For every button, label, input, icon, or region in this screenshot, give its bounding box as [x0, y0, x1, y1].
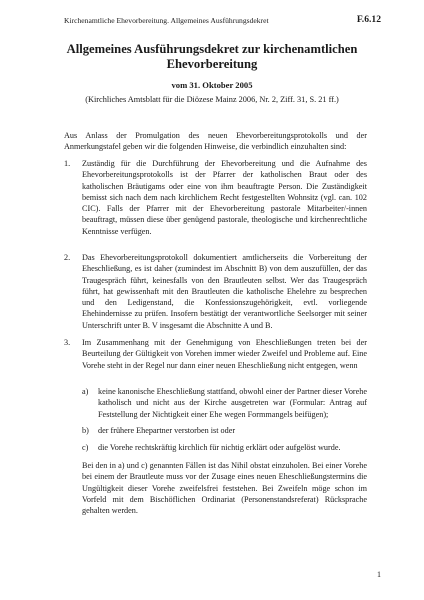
- item-number: 1.: [64, 159, 71, 168]
- sub-item: [82, 442, 367, 453]
- intro-paragraph: Aus Anlass der Promulgation des neuen Ehevorbereitungsprotokolls und der Anmerkungstafel geben wir die folgenden Hinweise, die verbindlich einzuhalten sind:: [64, 131, 367, 152]
- sub-item-letter: c): [82, 443, 89, 452]
- title-line-2: Ehevorbereitung: [166, 57, 258, 71]
- list-item: [64, 158, 367, 237]
- sub-item-letter: b): [82, 426, 89, 435]
- item-text: Im Zusammenhang mit der Genehmigung von Eheschließungen treten bei der Beurteilung der Gültigkeit von Vorehen immer wieder Zweifel und Probleme auf. Eine Vorehe steht in der Regel nur dann einer neuen Eheschließung nicht entgegen, wenn: [82, 338, 367, 370]
- running-header: Kirchenamtliche Ehevorbereitung. Allgemeines Ausführungsdekret: [64, 16, 269, 25]
- document-code: F.6.12: [356, 14, 381, 25]
- page-number: 1: [377, 570, 381, 579]
- title-line-1: Allgemeines Ausführungsdekret zur kirchenamtlichen: [66, 42, 358, 56]
- list-item: [64, 252, 367, 331]
- sub-item-text: der frühere Ehepartner verstorben ist oder: [98, 426, 236, 435]
- decree-date: vom 31. Oktober 2005: [171, 80, 253, 90]
- item-text: Das Ehevorbereitungsprotokoll dokumentiert amtlicherseits die Vorbereitung der Eheschließung, es ist daher (zumindest im Abschnitt B) von dem auszufüllen, der das Traugespräch führt, keinesfalls von den Brautleuten selbst. Wer das Traugespräch führt, hat gewissenhaft mit den Brautleuten die katholische Ehelehre zu besprechen und den Ledigenstand, die Konfessionszugehörigkeit, evtl. vorliegende Ehehindernisse zu prüfen. Insofern bestätigt der verantwortliche Seelsorger mit seiner Unterschrift unter B. V insgesamt die Abschnitte A und B.: [82, 253, 367, 330]
- item-text: Zuständig für die Durchführung der Ehevorbereitung und die Aufnahme des Ehevorbereitungsprotokolls ist der Pfarrer der katholischen Braut oder des katholischen Bräutigams oder eine von ihm beauftragte Person. Die Zuständigkeit bemisst sich nach dem nach kirchlichem Recht festgestellten Wohnsitz (vgl. can. 102 CIC). Falls der Pfarrer mit der Ehevorbereitung pastorale Mitarbeiter/-innen beauftragt, müssen diese über genügend pastorale, theologische und kirchenrechtliche Kenntnisse verfügen.: [82, 159, 367, 236]
- closing-paragraph: Bei den in a) und c) genannten Fällen ist das Nihil obstat einzuholen. Bei einer Vorehe bei einem der Brautleute muss vor der Zusage eines neuen Eheschließungstermins die Ungültigkeit dieser Vorehe zweifelsfrei feststehen. Bei Zweifeln möge schon im Vorfeld mit dem Bischöflichen Ordinariat (Personenstandsreferat) Rücksprache gehalten werden.: [82, 461, 367, 516]
- item-number: 3.: [64, 338, 71, 347]
- source-reference: (Kirchliches Amtsblatt für die Diözese Mainz 2006, Nr. 2, Ziff. 31, S. 21 ff.): [85, 95, 339, 104]
- sub-item: [82, 425, 367, 436]
- list-item: [64, 337, 367, 371]
- item-number: 2.: [64, 253, 71, 262]
- sub-item-text: keine kanonische Eheschließung stattfand, obwohl einer der Partner dieser Vorehe katholisch und nicht aus der Kirche ausgetreten war (Formular: Antrag auf Feststellung der Nichtigkeit einer Ehe wegen Formmangels beifügen);: [98, 387, 367, 419]
- document-title: [40, 42, 384, 72]
- sub-item: [82, 386, 367, 420]
- sub-item-text: die Vorehe rechtskräftig kirchlich für nichtig erklärt oder aufgelöst wurde.: [98, 443, 341, 452]
- sub-item-letter: a): [82, 387, 89, 396]
